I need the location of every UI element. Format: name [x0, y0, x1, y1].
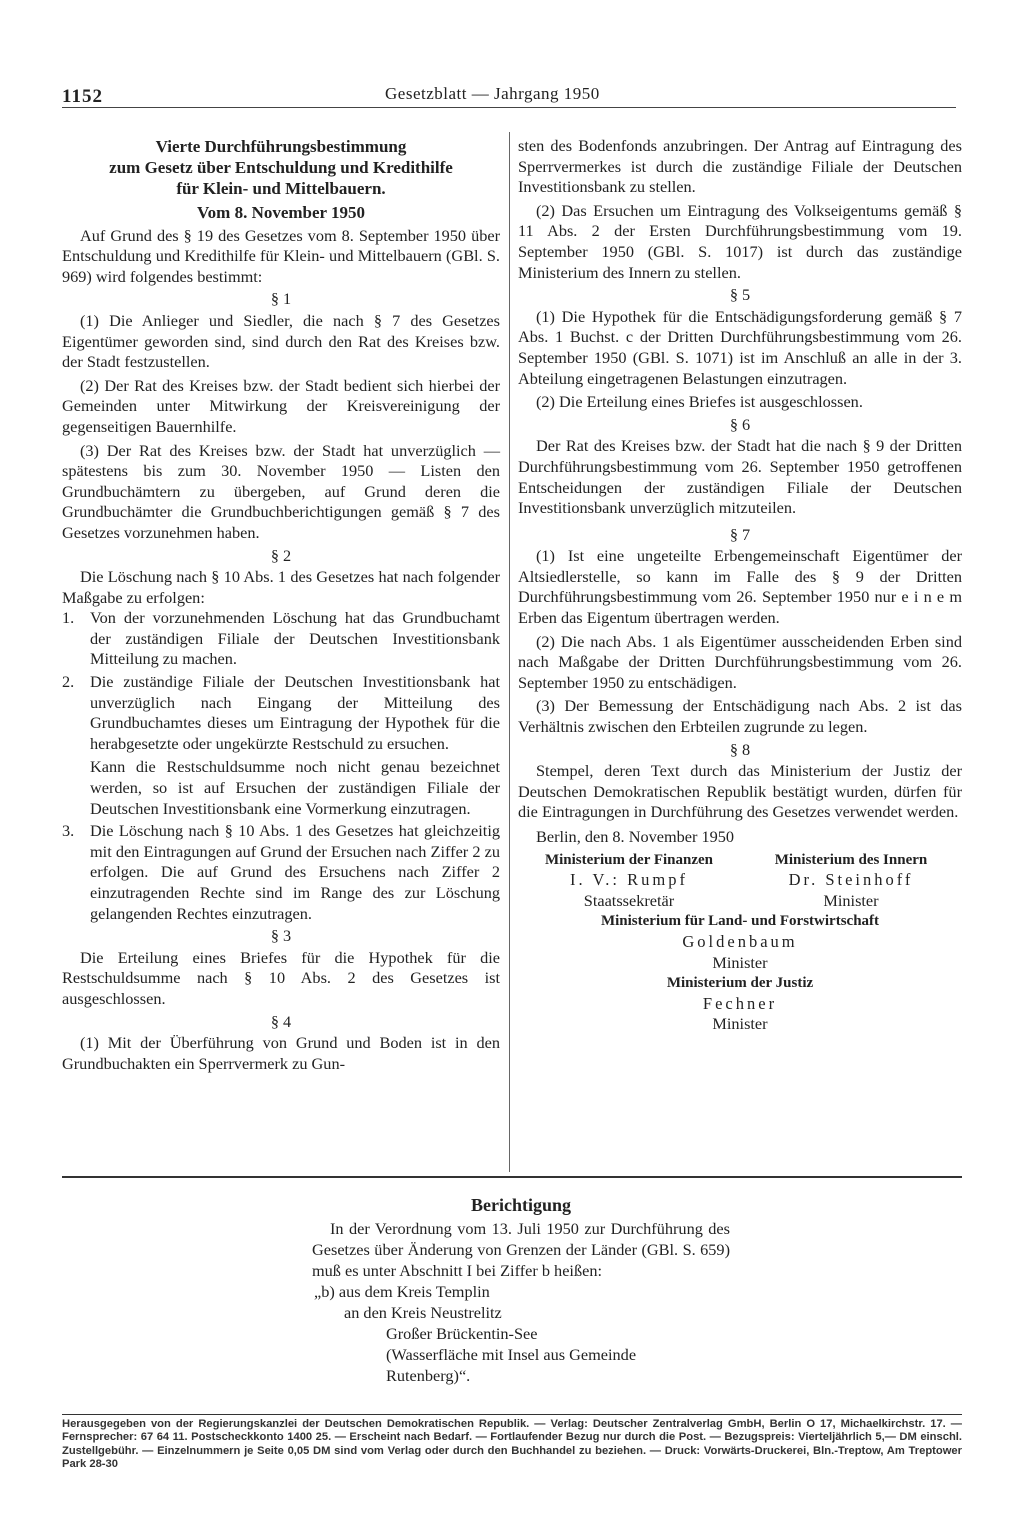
signature-row	[518, 850, 962, 912]
section-heading: § 7	[729, 524, 751, 544]
signatory-name: Fechner	[702, 993, 778, 1013]
paragraph: Die Löschung nach § 10 Abs. 1 des Gesetzes hat nach folgender Maßgabe zu erfolgen:	[62, 567, 500, 607]
header-rule	[62, 107, 956, 108]
paragraph: (3) Der Rat des Kreises bzw. der Stadt hat unverzüglich — spätestens bis zum 30. November 1950 — Listen den Grundbuchämtern zu übergeben, auf Grund deren die Grundbuchämter die Grundbuchberichtigungen gemäß § 7 des Gesetzes vorzunehmen haben.	[62, 440, 500, 542]
ministry-name: Ministerium der Justiz	[666, 975, 814, 992]
decree-title-line: für Klein- und Mittelbauern.	[176, 179, 386, 198]
section-rule	[62, 1176, 962, 1178]
list-number: 2.	[62, 672, 75, 692]
signatory-finance	[518, 850, 740, 912]
paragraph: (2) Die nach Abs. 1 als Eigentümer ausscheidenden Erben sind nach Maßgabe der Dritten Durchführungsbestimmung vom 26. September 1950 zu entschädigen.	[518, 631, 962, 692]
paragraph: (1) Die Hypothek für die Entschädigungsforderung gemäß § 7 Abs. 1 Buchst. c der Dritten Durchführungsbestimmung vom 26. September 1950 (GBl. S. 1071) ist im Anschluß an alle in der 3. Abteilung eingetragenen Belastungen einzutragen.	[518, 306, 962, 388]
signatory-agriculture	[518, 911, 962, 973]
paragraph: (2) Die Erteilung eines Briefes ist ausgeschlossen.	[536, 392, 863, 412]
section-heading: § 1	[270, 289, 292, 309]
signatory-role: Minister	[712, 1014, 768, 1034]
paragraph: (1) Ist eine ungeteilte Erbengemeinschaft Eigentümer der Altsiedlerstelle, so kann im Falle des § 9 der Dritten Durchführungsbestimmung vom 26. September 1950 nur e i n e m Erben das Eigentum übertragen werden.	[518, 546, 962, 628]
imprint: Herausgegeben von der Regierungskanzlei der Deutschen Demokratischen Republik. — Verlag: Deutscher Zentralverlag GmbH, Berlin O 17, Michaelkirchstr. 17. — Fernsprecher: 67 64 11. Postscheckkonto 1400 25. — Erscheint nach Bedarf. — Fortlaufender Bezug nur durch die Post. — Bezugspreis: Vierteljährlich 5,— DM einschl. Zustellgebühr. — Einzelnummern je Seite 0,05 DM sind vom Verlag oder durch den Buchhandel zu beziehen. — Druck: Vorwärts-Druckerei, Bln.-Treptow, Am Treptower Park 28-30	[62, 1418, 962, 1470]
section-heading: § 5	[729, 285, 751, 305]
decree-date: Vom 8. November 1950	[196, 203, 366, 222]
place-date: Berlin, den 8. November 1950	[536, 827, 735, 846]
signatory-justice	[518, 973, 962, 1035]
section-heading: § 3	[270, 926, 292, 946]
signatory-name: I. V.: Rumpf	[570, 870, 688, 890]
correction-text: In der Verordnung vom 13. Juli 1950 zur Durchführung des Gesetzes über Änderung von Grenzen der Länder (GBl. S. 659) muß es unter Abschnitt I bei Ziffer b heißen:	[312, 1219, 730, 1280]
signatory-role: Minister	[823, 890, 879, 910]
left-column	[62, 136, 500, 1074]
footer-rule	[62, 1414, 962, 1415]
ministry-name: Ministerium für Land- und Forstwirtschaft	[600, 913, 880, 930]
page-number: 1152	[62, 86, 103, 107]
paragraph: (1) Mit der Überführung von Grund und Boden ist in den Grundbuchakten ein Sperrvermerk zu Gun-	[62, 1033, 500, 1073]
list-item	[62, 672, 500, 754]
signatory-interior	[740, 850, 962, 912]
numbered-list	[62, 821, 500, 924]
right-column	[518, 136, 962, 1035]
signatory-role: Staatssekretär	[583, 890, 675, 910]
list-item	[62, 608, 500, 670]
column-divider	[509, 132, 510, 1172]
correction-title: Berichtigung	[470, 1195, 571, 1215]
correction-notice	[312, 1195, 730, 1386]
section-heading: § 6	[729, 414, 751, 434]
paragraph: (2) Der Rat des Kreises bzw. der Stadt bedient sich hierbei der Gemeinden unter Mitwirkung der Kreisvereinigung der gegenseitigen Bauernhilfe.	[62, 375, 500, 436]
list-text: Die zuständige Filiale der Deutschen Investitionsbank hat unverzüglich nach Eingang der Mitteilung des Grundbuchamtes dieses um Eintragung der Hypothek für die herabgesetzte oder ungekürzte Restschuld zu ersuchen.	[90, 672, 500, 753]
decree-title-line: zum Gesetz über Entschuldung und Kredithilfe	[109, 158, 453, 177]
signatory-role: Minister	[712, 952, 768, 972]
paragraph: Kann die Restschuldsumme noch nicht genau bezeichnet werden, so ist auf Ersuchen der zuständigen Filiale der Deutschen Investitionsbank eine Vormerkung einzutragen.	[90, 757, 500, 818]
ministry-name: Ministerium der Finanzen	[544, 851, 714, 868]
correction-quote-line: Großer Brückentin-See	[386, 1324, 538, 1343]
paragraph: sten des Bodenfonds anzubringen. Der Antrag auf Eintragung des Sperrvermerkes ist durch die zuständige Filiale der Deutschen Investitionsbank zu stellen.	[518, 136, 962, 197]
paragraph: Die Erteilung eines Briefes für die Hypothek für die Restschuldsumme nach § 10 Abs. 2 des Gesetzes ist ausgeschlossen.	[62, 947, 500, 1008]
correction-quote-line: an den Kreis Neustrelitz	[344, 1303, 502, 1322]
list-text: Die Löschung nach § 10 Abs. 1 des Gesetzes hat gleichzeitig mit den Eintragungen auf Grund der Ersuchen nach Ziffer 2 zu erfolgen. Die auf Grund des Ersuchens nach Ziffer 2 einzutragenden Rechte sind im Range des zur Löschung gelangenden Rechtes einzutragen.	[90, 821, 500, 923]
paragraph: Stempel, deren Text durch das Ministerium der Justiz der Deutschen Demokratischen Republik bestätigt wurden, dürfen für die Eintragungen in Durchführung des Gesetzes verwendet werden.	[518, 761, 962, 822]
section-heading: § 4	[270, 1011, 292, 1031]
paragraph: Der Rat des Kreises bzw. der Stadt hat die nach § 9 der Dritten Durchführungsbestimmung vom 26. September 1950 getroffenen Entscheidungen der zuständigen Filiale der Deutschen Investitionsbank unverzüglich mitzuteilen.	[518, 436, 962, 518]
list-number: 1.	[62, 608, 75, 628]
section-heading: § 8	[729, 739, 751, 759]
section-heading: § 2	[270, 545, 292, 565]
paragraph: (2) Das Ersuchen um Eintragung des Volkseigentums gemäß § 11 Abs. 2 der Ersten Durchführungsbestimmung vom 19. September 1950 (GBl. S. 1017) ist durch das zuständige Ministerium des Innern zu stellen.	[518, 200, 962, 282]
preamble: Auf Grund des § 19 des Gesetzes vom 8. September 1950 über Entschuldung und Kredithilfe für Klein- und Mittelbauern (GBl. S. 969) wird folgendes bestimmt:	[62, 225, 500, 286]
correction-quote-line: Rutenberg)“.	[386, 1366, 471, 1385]
running-header: Gesetzblatt — Jahrgang 1950	[385, 84, 600, 103]
correction-quote-line: „b) aus dem Kreis Templin	[314, 1282, 490, 1301]
correction-quote-line: (Wasserfläche mit Insel aus Gemeinde	[386, 1345, 637, 1364]
signature-block	[518, 850, 962, 1035]
list-number: 3.	[62, 821, 75, 841]
ministry-name: Ministerium des Innern	[774, 851, 928, 868]
signatory-name: Goldenbaum	[682, 931, 798, 951]
numbered-list	[62, 608, 500, 754]
paragraph: (1) Die Anlieger und Siedler, die nach § 7 des Gesetzes Eigentümer geworden sind, sind durch den Rat des Kreises bzw. der Stadt festzustellen.	[62, 310, 500, 372]
decree-title-line: Vierte Durchführungsbestimmung	[155, 137, 407, 156]
list-text: Von der vorzunehmenden Löschung hat das Grundbuchamt der zuständigen Filiale der Deutschen Investitionsbank Mitteilung zu machen.	[90, 608, 500, 669]
list-item	[62, 821, 500, 924]
paragraph: (3) Der Bemessung der Entschädigung nach Abs. 2 ist das Verhältnis zwischen den Erbteilen zugrunde zu legen.	[518, 696, 962, 737]
signatory-name: Dr. Steinhoff	[788, 870, 914, 890]
